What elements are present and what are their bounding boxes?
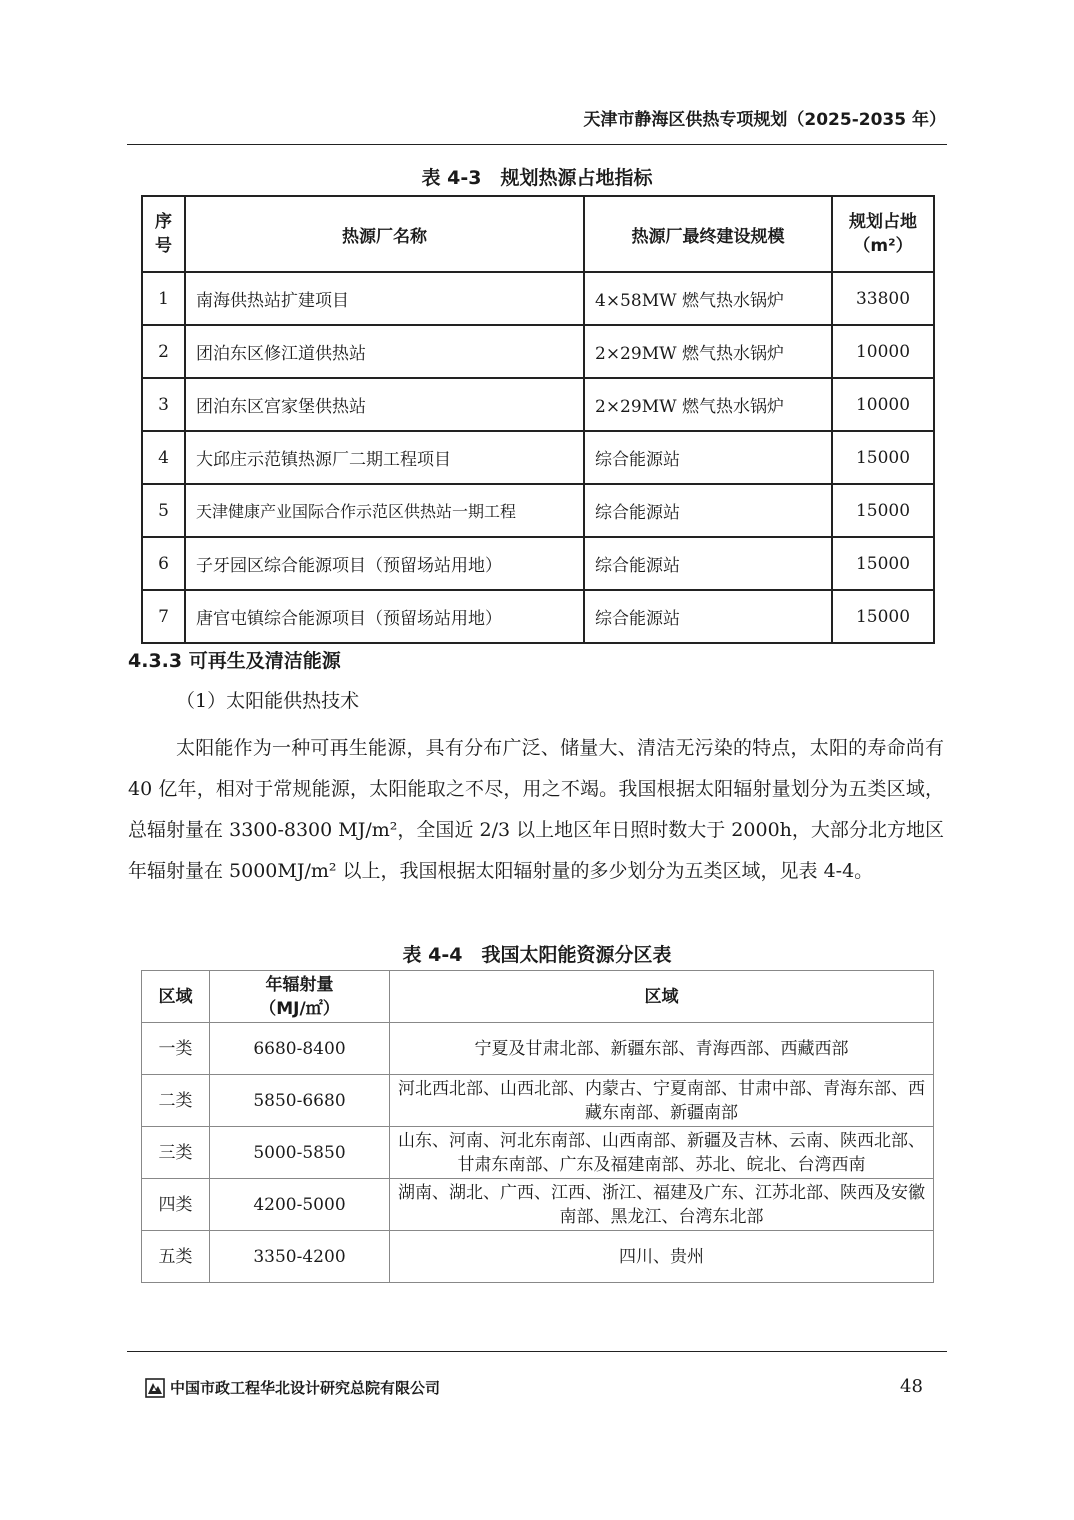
heat-source-land-table bbox=[141, 195, 935, 644]
header-title: 天津市静海区供热专项规划（2025-2035 年） bbox=[583, 110, 946, 130]
table-row bbox=[142, 1231, 934, 1283]
row-area: 宁夏及甘肃北部、新疆东部、青海西部、西藏西部 bbox=[390, 1023, 934, 1075]
row-radiation: 5850-6680 bbox=[210, 1075, 390, 1127]
row-area: 15000 bbox=[832, 590, 934, 643]
table-row bbox=[142, 325, 934, 378]
header-area-line2: （m²） bbox=[853, 236, 913, 256]
header-area bbox=[832, 196, 934, 272]
row-scale: 综合能源站 bbox=[584, 484, 832, 537]
table-4-3-caption: 表 4-3 规划热源占地指标 bbox=[421, 167, 653, 189]
row-no: 7 bbox=[142, 590, 185, 643]
table-4-4-caption: 表 4-4 我国太阳能资源分区表 bbox=[402, 944, 672, 966]
row-name: 团泊东区修江道供热站 bbox=[185, 325, 584, 378]
table-row bbox=[142, 431, 934, 484]
row-no: 6 bbox=[142, 537, 185, 590]
header-radiation bbox=[210, 971, 390, 1023]
footer-company: 中国市政工程华北设计研究总院有限公司 bbox=[170, 1379, 441, 1397]
row-area: 河北西北部、山西北部、内蒙古、宁夏南部、甘肃中部、青海东部、西藏东南部、新疆南部 bbox=[390, 1075, 934, 1127]
table-header-row bbox=[142, 971, 934, 1023]
table-row bbox=[142, 1023, 934, 1075]
row-scale: 综合能源站 bbox=[584, 537, 832, 590]
row-radiation: 4200-5000 bbox=[210, 1179, 390, 1231]
header-rule bbox=[127, 144, 947, 145]
footer-rule bbox=[127, 1351, 947, 1352]
header-seq bbox=[142, 196, 185, 272]
sub-heading: （1）太阳能供热技术 bbox=[176, 690, 360, 712]
row-zone: 五类 bbox=[142, 1231, 210, 1283]
header-seq-line1: 序 bbox=[155, 212, 172, 232]
row-zone: 三类 bbox=[142, 1127, 210, 1179]
row-area: 33800 bbox=[832, 272, 934, 325]
row-scale: 综合能源站 bbox=[584, 431, 832, 484]
row-scale: 4×58MW 燃气热水锅炉 bbox=[584, 272, 832, 325]
header-radiation-line1: 年辐射量 bbox=[265, 974, 334, 995]
table-row bbox=[142, 537, 934, 590]
header-area-line1: 规划占地 bbox=[849, 212, 917, 232]
row-zone: 二类 bbox=[142, 1075, 210, 1127]
row-area: 15000 bbox=[832, 431, 934, 484]
row-name: 团泊东区宫家堡供热站 bbox=[185, 378, 584, 431]
row-radiation: 5000-5850 bbox=[210, 1127, 390, 1179]
row-area: 湖南、湖北、广西、江西、浙江、福建及广东、江苏北部、陕西及安徽南部、黑龙江、台湾东北部 bbox=[390, 1179, 934, 1231]
table-row bbox=[142, 1127, 934, 1179]
row-radiation: 3350-4200 bbox=[210, 1231, 390, 1283]
row-area: 山东、河南、河北东南部、山西南部、新疆及吉林、云南、陕西北部、甘肃东南部、广东及福建南部、苏北、皖北、台湾西南 bbox=[390, 1127, 934, 1179]
table-row bbox=[142, 378, 934, 431]
page-number: 48 bbox=[900, 1376, 923, 1397]
row-area: 四川、贵州 bbox=[390, 1231, 934, 1283]
row-no: 4 bbox=[142, 431, 185, 484]
row-scale: 综合能源站 bbox=[584, 590, 832, 643]
header-area: 区域 bbox=[390, 971, 934, 1023]
table-row bbox=[142, 1075, 934, 1127]
header-zone: 区域 bbox=[142, 971, 210, 1023]
row-area: 10000 bbox=[832, 378, 934, 431]
row-area: 15000 bbox=[832, 537, 934, 590]
row-name: 天津健康产业国际合作示范区供热站一期工程 bbox=[185, 484, 584, 537]
company-logo-icon bbox=[145, 1378, 165, 1398]
solar-resource-zone-table bbox=[141, 970, 934, 1283]
row-no: 2 bbox=[142, 325, 185, 378]
header-radiation-line2: （MJ/㎡） bbox=[259, 998, 340, 1019]
row-area: 15000 bbox=[832, 484, 934, 537]
row-no: 1 bbox=[142, 272, 185, 325]
table-row bbox=[142, 484, 934, 537]
row-name: 大邱庄示范镇热源厂二期工程项目 bbox=[185, 431, 584, 484]
row-area: 10000 bbox=[832, 325, 934, 378]
header-seq-line2: 号 bbox=[155, 236, 172, 256]
table-row bbox=[142, 1179, 934, 1231]
table-header-row bbox=[142, 196, 934, 272]
row-scale: 2×29MW 燃气热水锅炉 bbox=[584, 378, 832, 431]
table-row bbox=[142, 272, 934, 325]
table-row bbox=[142, 590, 934, 643]
header-name: 热源厂名称 bbox=[185, 196, 584, 272]
row-no: 3 bbox=[142, 378, 185, 431]
row-zone: 四类 bbox=[142, 1179, 210, 1231]
section-heading: 4.3.3 可再生及清洁能源 bbox=[128, 650, 341, 672]
row-name: 南海供热站扩建项目 bbox=[185, 272, 584, 325]
row-no: 5 bbox=[142, 484, 185, 537]
row-name: 子牙园区综合能源项目（预留场站用地） bbox=[185, 537, 584, 590]
row-radiation: 6680-8400 bbox=[210, 1023, 390, 1075]
header-scale: 热源厂最终建设规模 bbox=[584, 196, 832, 272]
row-name: 唐官屯镇综合能源项目（预留场站用地） bbox=[185, 590, 584, 643]
body-paragraph: 太阳能作为一种可再生能源，具有分布广泛、储量大、清洁无污染的特点，太阳的寿命尚有 40 亿年，相对于常规能源，太阳能取之不尽，用之不竭。我国根据太阳辐射量划分为五类区域，总辐射量在 3300-8300 MJ/m²，全国近 2/3 以上地区年日照时数大于 2000h，大部分北方地区年辐射量在 5000MJ/m² 以上，我国根据太阳辐射量的多少划分为五类区域，见表 4-4。 bbox=[128, 737, 944, 882]
row-zone: 一类 bbox=[142, 1023, 210, 1075]
row-scale: 2×29MW 燃气热水锅炉 bbox=[584, 325, 832, 378]
